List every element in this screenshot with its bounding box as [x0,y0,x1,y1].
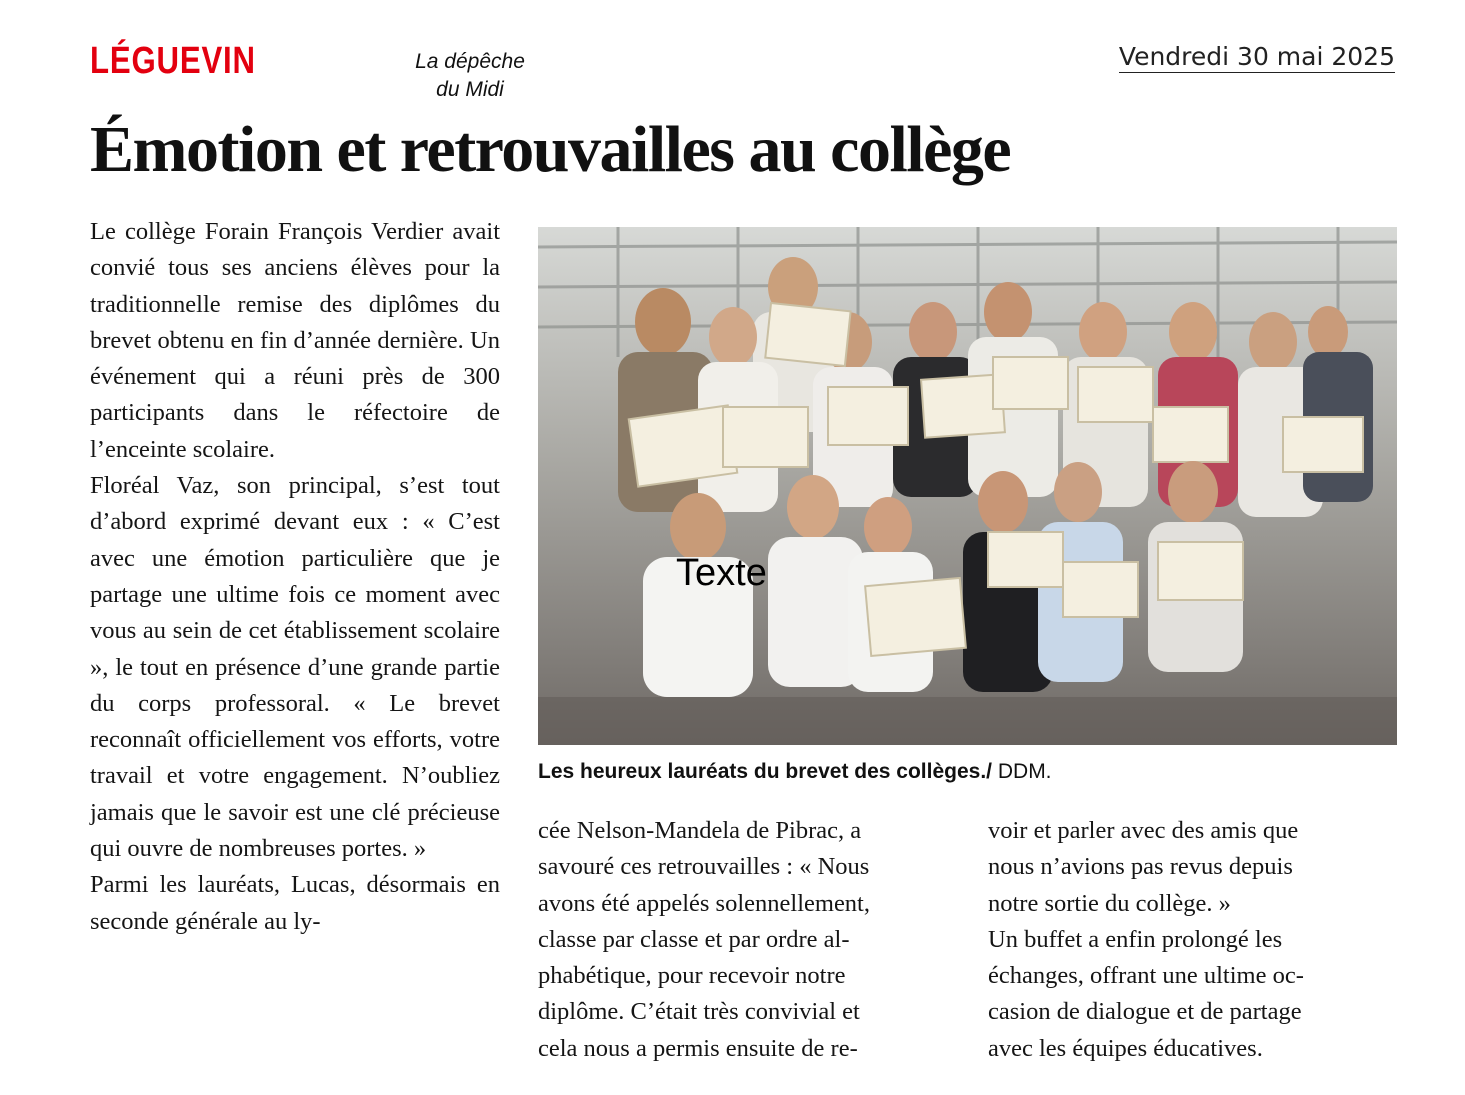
text-line: cée Nelson-Mandela de Pibrac, a [538,817,862,844]
newspaper-name-line2: du Midi [436,78,504,101]
article-column-2 [538,813,948,1067]
photo-caption [538,760,1398,784]
paragraph: Le collège Forain François Verdier avait convié tous ses anciens élèves pour la traditionnelle remise des diplômes du brevet obtenu en fin d’année dernière. Un événement qui a réuni près de 300 participants dans le réfectoire de l’enceinte scolaire. [90,218,500,463]
text-line: échanges, offrant une ultime oc- [988,962,1304,990]
text-line: classe par classe et par ordre al- [538,925,850,953]
article-column-1 [90,214,500,940]
text-line: avec les équipes éducatives. [988,1034,1263,1062]
article-column-3 [988,813,1398,1067]
newspaper-name [390,48,550,104]
text-line: phabétique, pour recevoir notre [538,962,846,990]
group-photo-illustration [538,227,1397,745]
paragraph: Parmi les lauréats, Lucas, désormais en seconde générale au ly- [90,871,500,935]
photo-credit: DDM. [997,760,1052,783]
newspaper-name-line1: La dépêche [415,50,525,73]
town-name: LÉGUEVIN [90,40,256,82]
text-line: cela nous a permis ensuite de re- [538,1034,858,1062]
text-line: savouré ces retrouvailles : « Nous [538,853,870,881]
text-line: nous n’avions pas revus depuis [988,853,1293,881]
text-line: voir et parler avec des amis que [988,817,1299,844]
text-line: avons été appelés solennellement, [538,889,870,917]
text-line: Un buffet a enfin prolongé les [988,925,1283,953]
photo-overlay-text: Texte [676,552,767,594]
text-line: notre sortie du collège. » [988,889,1231,917]
text-line: casion de dialogue et de partage [988,998,1302,1026]
article-photo [538,227,1397,745]
publication-date: Vendredi 30 mai 2025 [1118,42,1395,71]
paragraph: Floréal Vaz, son principal, s’est tout d’abord exprimé devant eux : « C’est avec une émotion particulière que je partage une ultime fois ce moment avec vous au sein de cet établissement scolaire », le tout en présence d’une grande partie du corps professoral. « Le brevet reconnaît officiellement vos efforts, votre travail et votre engagement. N’oubliez jamais que le savoir est une clé précieuse qui ouvre de nombreuses portes. » [90,472,500,863]
text-line: diplôme. C’était très convivial et [538,998,860,1026]
caption-text: Les heureux lauréats du brevet des collèges./ [538,760,993,783]
article-headline: Émotion et retrouvailles au collège [90,113,1011,186]
